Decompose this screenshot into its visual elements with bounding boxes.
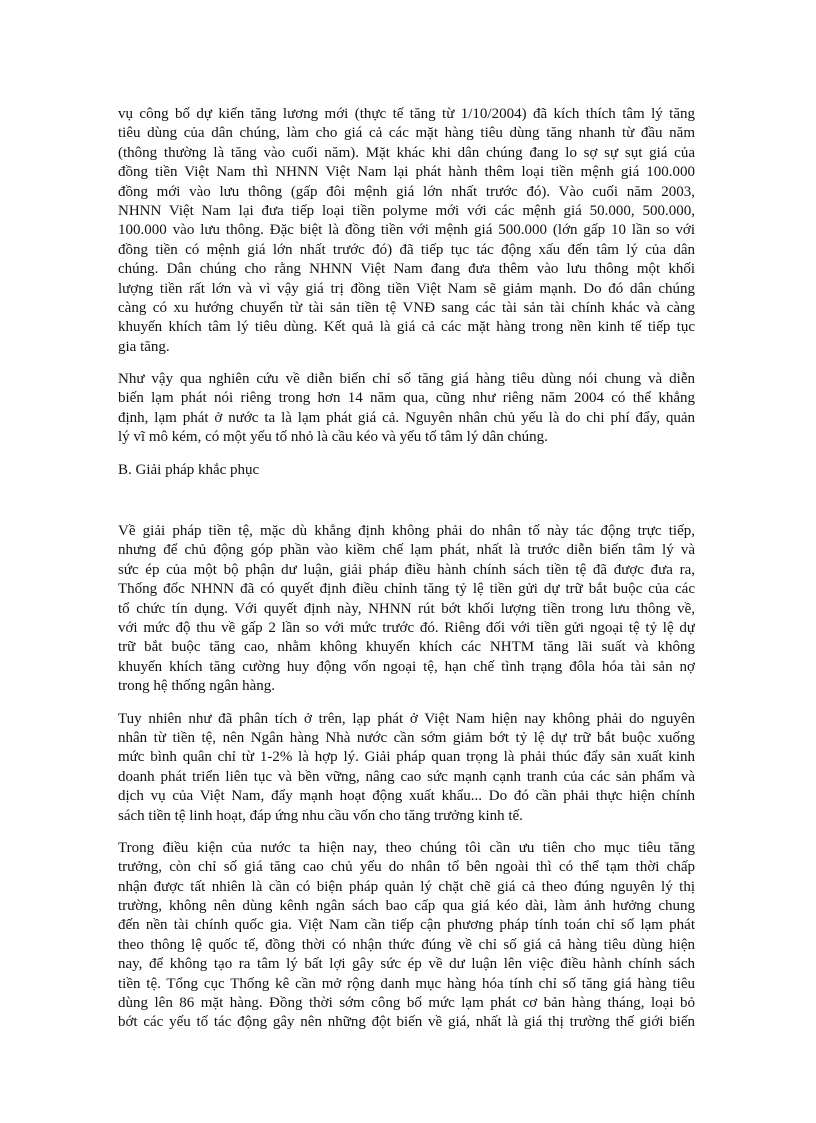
text-line: tổ chức tín dụng. Với quyết định này, NHNN rút bớt khối lượng tiền trong lưu thông về, — [118, 600, 695, 617]
text-line: đồng tiền có mệnh giá lớn nhất trước đó) đã tiếp tục tác động xấu đến tâm lý của dân — [118, 241, 695, 258]
text-line: với mức độ thu về gấp 2 lần so với mức trước đó. Riêng đối với tiền gửi ngoại tệ tỷ lệ dự — [118, 619, 695, 636]
text-line: theo thông lệ quốc tế, đồng thời có nhận thức đúng về chỉ số giá cả hàng tiêu dùng hiện — [118, 936, 695, 953]
text-line: nhân từ tiền tệ, nên Ngân hàng Nhà nước cần sớm giảm bớt tỷ lệ dự trữ bắt buộc xuống — [118, 729, 695, 746]
text-line: NHNN Việt Nam lại đưa tiếp loại tiền polyme mới với các mệnh giá 50.000, 500.000, — [118, 202, 695, 219]
text-line: tiền tệ. Tổng cục Thống kê cần mở rộng danh mục hàng hóa tính chỉ số tăng giá hàng tiêu — [118, 975, 695, 992]
text-line: đồng mới vào lưu thông (gấp đôi mệnh giá lớn nhất trước đó). Vào cuối năm 2003, — [118, 183, 695, 200]
text-line: sách tiền tệ linh hoạt, đáp ứng nhu cầu vốn cho tăng trưởng kinh tế. — [118, 807, 523, 824]
text-line: nay, để không tạo ra tâm lý bất lợi gây sức ép về dư luận lên việc điều hành chính sách — [118, 956, 695, 973]
text-line: doanh phát triển liên tục và bền vững, nâng cao sức mạnh cạnh tranh của các sản phẩm và — [118, 768, 695, 785]
paragraph — [118, 710, 695, 826]
text-line: càng có xu hướng chuyển từ tài sản tiền tệ VNĐ sang các tài sản tài chính khác và càng — [118, 299, 695, 316]
text-line: 100.000 vào lưu thông. Đặc biệt là đồng tiền với mệnh giá 500.000 (lớn gấp 10 lần so với — [118, 222, 695, 239]
text-line: Thống đốc NHNN đã có quyết định điều chỉnh tăng tỷ lệ tiền gửi dự trữ bắt buộc của các — [118, 581, 695, 598]
text-line: Tuy nhiên như đã phân tích ở trên, lạp phát ở Việt Nam hiện nay không phải do nguyên — [118, 710, 695, 727]
text-line: trong hệ thống ngân hàng. — [118, 678, 276, 695]
text-line: trữ bắt buộc tăng cao, nhằm không khuyến khích các NHTM tăng lãi suất và không — [118, 639, 695, 656]
text-line: lý vĩ mô kém, có một yếu tố nhỏ là cầu kéo và yếu tố tâm lý dân chúng. — [118, 429, 548, 446]
text-line: biến lạm phát nói riêng trong hơn 14 năm qua, cũng như riêng năm 2004 có thể khẳng — [118, 390, 695, 407]
text-line: vụ công bố dự kiến tăng lương mới (thực tế tăng từ 1/10/2004) đã kích thích tâm lý tăng — [118, 106, 695, 122]
text-line: trưởng, còn chỉ số giá tăng cao chủ yếu do nhân tố bên ngoài thì có thể tạm thời chấp — [118, 859, 695, 876]
text-line: khuyến khích tâm lý tiêu dùng. Kết quả là giá cả các mặt hàng trong nền kinh tế tiếp tục — [118, 319, 695, 336]
text-line: nhưng để chủ động góp phần vào kiềm chế lạm phát, nhất là trước diễn biến tâm lý và — [118, 542, 695, 559]
text-line: lượng tiền rất lớn và vì vậy giá trị đồng tiền Việt Nam sẽ giảm mạnh. Do đó dân chúng — [118, 280, 695, 297]
section-analysis — [118, 105, 695, 448]
text-line: đến nền tài chính quốc gia. Việt Nam cần tiếp cận phương pháp tính toán chỉ số lạm phát — [118, 917, 695, 934]
text-line: chúng. Dân chúng cho rằng NHNN Việt Nam đang đưa thêm vào lưu thông một khối — [118, 261, 695, 278]
text-line: trường, không nên dùng kênh ngân sách bao cấp qua giá kéo dài, làm ảnh hưởng chung — [118, 898, 695, 915]
paragraph — [118, 522, 695, 697]
document-page — [118, 105, 695, 1046]
text-line: Như vậy qua nghiên cứu về diễn biến chỉ số tăng giá hàng tiêu dùng nói chung và diễn — [118, 371, 695, 388]
section-solutions — [118, 522, 695, 1033]
text-line: đồng tiền Việt Nam thì NHNN Việt Nam lại phát hành thêm loại tiền mệnh giá 100.000 — [118, 164, 695, 181]
text-line: sức ép của một bộ phận dư luận, giải pháp điều hành chính sách tiền tệ đã được đưa ra, — [118, 561, 695, 578]
text-line: (thông thường là tăng vào cuối năm). Mặt khác khi dân chúng đang lo sợ sự sụt giá của — [118, 144, 695, 161]
text-line: định, lạm phát ở nước ta là lạm phát giá cả. Nguyên nhân chủ yếu là do chi phí đẩy, quản — [118, 409, 695, 426]
text-line: khuyến khích tăng cường huy động vốn ngoại tệ, hạn chế tình trạng đôla hóa tài sản nợ — [118, 658, 695, 675]
text-line: gia tăng. — [118, 338, 170, 355]
text-line: tiêu dùng của dân chúng, làm cho giá cả các mặt hàng tiêu dùng tăng nhanh từ đầu năm — [118, 125, 695, 142]
section-heading: B. Giải pháp khắc phục — [118, 461, 260, 478]
paragraph — [118, 105, 695, 357]
text-line: Trong điều kiện của nước ta hiện nay, theo chúng tôi cần ưu tiên cho mục tiêu tăng — [118, 839, 695, 856]
text-line: mức bình quân chỉ từ 1-2% là hợp lý. Giải pháp quan trọng là phải thúc đẩy sản xuất kinh — [118, 749, 695, 766]
paragraph — [118, 370, 695, 448]
text-line: nhận được tất nhiên là cần có biện pháp quản lý chặt chẽ giá cả theo đúng nguyên lý thị — [118, 878, 695, 895]
text-line: bớt các yếu tố tác động gây nên những đột biến về giá, nhất là giá thị trường thế giới biến — [118, 1014, 695, 1031]
text-line: dùng lên 86 mặt hàng. Đồng thời sớm công bố mức lạm phát cơ bản hàng tháng, loại bỏ — [118, 995, 695, 1012]
text-line: dịch vụ của Việt Nam, đẩy mạnh hoạt động xuất khẩu... Do đó cần phải thực hiện chính — [118, 788, 695, 805]
paragraph — [118, 839, 695, 1033]
text-line: Về giải pháp tiền tệ, mặc dù khẳng định không phải do nhân tố này tác động trực tiếp, — [118, 523, 695, 540]
